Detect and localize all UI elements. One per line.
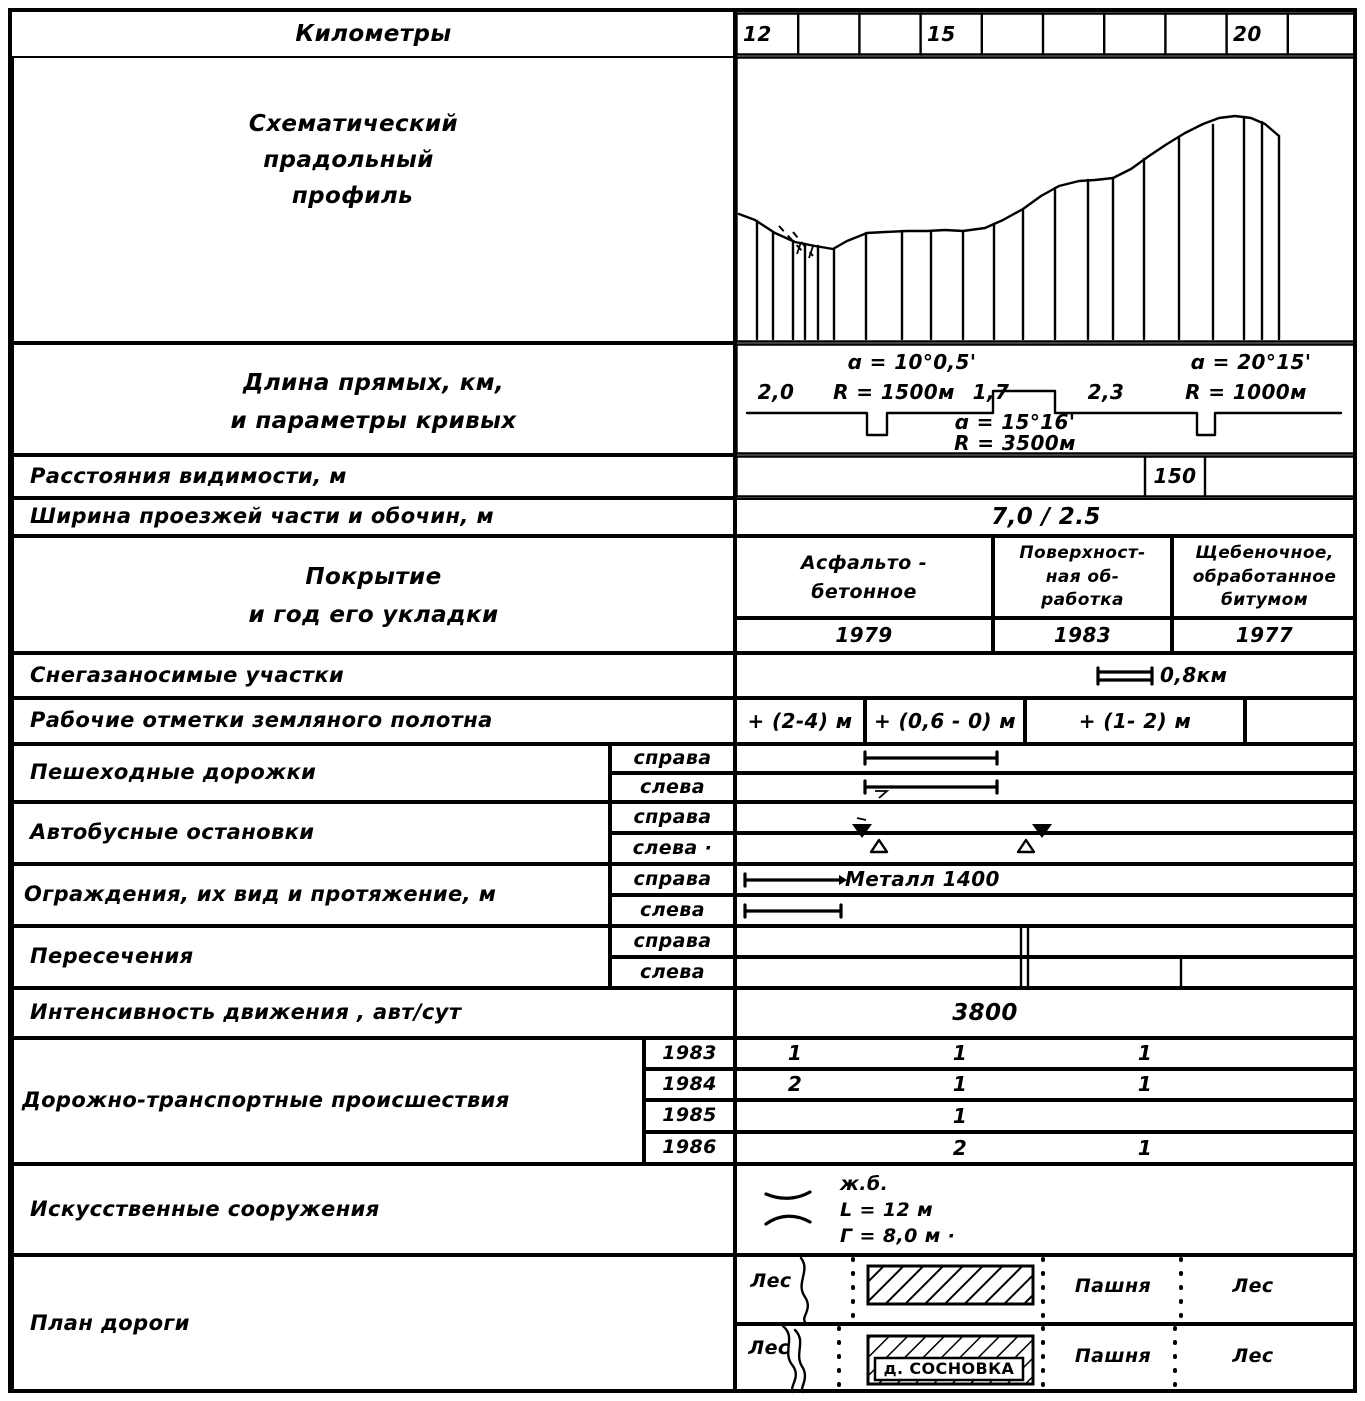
pavement-type-3-l1: Щебеночное, <box>1195 542 1334 563</box>
straights-label-line1: Длина прямых, км, <box>242 370 505 397</box>
pavement-label-line2: и год его укладки <box>248 601 499 628</box>
structure-clearance: Г = 8,0 м · <box>840 1225 956 1248</box>
pavement-year-2: 1983 <box>1053 623 1112 648</box>
accident-value-1986-c2: 2 <box>952 1135 968 1160</box>
busstop-side-right-label: справа <box>633 805 712 828</box>
plan-right-label-0: Лес <box>750 1270 792 1293</box>
bridge-icon <box>760 1178 840 1240</box>
busstop-side-left-label: слева · <box>632 836 713 859</box>
bus-stop-icon-right-1 <box>852 818 872 838</box>
curve-alpha-3: ɑ = 20°15' <box>1190 349 1312 374</box>
busstop-symbols-svg <box>735 802 1357 864</box>
bus-stop-icon-left-2 <box>1018 840 1034 852</box>
crossing-symbols-svg <box>735 926 1357 988</box>
accident-track-1985 <box>735 1100 1357 1132</box>
profile-label-line2: прадольный <box>263 147 434 174</box>
straight-length-3: 2,3 <box>1087 379 1125 404</box>
row-label-accidents: Дорожно-транспортные происшествия <box>22 1088 510 1113</box>
accident-year-1984: 1984 <box>662 1072 717 1095</box>
barrier-segment-left <box>745 905 841 917</box>
earthwork-mark-1: + (2-4) м <box>747 708 853 733</box>
pavement-type-3 <box>1172 539 1357 615</box>
visibility-track <box>735 455 1357 498</box>
plan-right-label-2: Пашня <box>1074 1275 1152 1298</box>
pavement-type-1-l2: бетонное <box>811 580 917 603</box>
structure-length: L = 12 м <box>840 1199 934 1222</box>
barrier-side-right-label: справа <box>633 867 712 890</box>
row-label-barriers: Ограждения, их вид и протяжение, м <box>24 882 497 907</box>
curve-radius-3: R = 1000м <box>1185 379 1307 404</box>
bus-stop-icon-right-2 <box>1032 824 1052 838</box>
curve-alpha-1: ɑ = 10°0,5' <box>847 349 977 374</box>
plan-right-label-3: Лес <box>1232 1275 1274 1298</box>
accident-value-1984-c2: 1 <box>952 1072 968 1097</box>
barrier-right-label: Металл 1400 <box>845 867 1000 892</box>
pavement-type-2-l1: Поверхност- <box>1019 542 1146 563</box>
row-label-busstops: Автобусные остановки <box>30 820 315 845</box>
accident-value-1984-c1: 2 <box>787 1072 803 1097</box>
plan-left-label-2: Пашня <box>1074 1345 1152 1368</box>
snow-drift-length: 0,8км <box>1160 662 1228 687</box>
earthwork-mark-3: + (1- 2) м <box>1078 708 1192 733</box>
row-label-straights <box>12 362 735 442</box>
accident-year-1985: 1985 <box>662 1104 717 1127</box>
longitudinal-profile-chart <box>735 56 1357 343</box>
row-label-sidewalks: Пешеходные дорожки <box>30 760 317 785</box>
accident-value-1983-c3: 1 <box>1137 1041 1153 1066</box>
accident-value-1984-c3: 1 <box>1137 1072 1153 1097</box>
pavement-type-2-l2: ная об- <box>1045 566 1120 587</box>
row-label-plan: План дороги <box>30 1311 190 1336</box>
visibility-svg <box>735 455 1357 498</box>
structure-material: ж.б. <box>840 1173 889 1196</box>
km-tick-15: 15 <box>927 21 956 46</box>
accident-value-1986-c3: 1 <box>1137 1135 1153 1160</box>
row-label-profile <box>12 110 735 240</box>
earthwork-mark-2: + (0,6 - 0) м <box>873 708 1017 733</box>
crossing-side-left-label: слева <box>640 960 705 983</box>
sidewalk-side-left-label: слева <box>640 775 705 798</box>
row-label-snow: Снегазаносимые участки <box>30 662 345 687</box>
earthwork-mark-cell-empty <box>1245 698 1357 744</box>
sidewalk-side-right-label: справа <box>633 746 712 769</box>
km-tick-20: 20 <box>1233 21 1262 46</box>
plan-left-settlement-name: д. СОСНОВКА <box>883 1359 1015 1379</box>
accident-value-1983-c2: 1 <box>952 1041 968 1066</box>
accident-value-1985-c2: 1 <box>952 1103 968 1128</box>
crossing-symbols-overlay <box>735 926 1357 988</box>
sidewalk-segments-overlay <box>735 744 1357 802</box>
pavement-label-line1: Покрытие <box>305 564 442 591</box>
row-label-kilometers: Километры <box>295 20 452 47</box>
profile-label-line1: Схематический <box>248 111 459 137</box>
curve-radius-1: R = 1500м <box>833 379 955 404</box>
profile-svg <box>735 56 1357 343</box>
main-column-divider <box>733 10 737 1393</box>
sidewalk-segment-right <box>865 752 997 764</box>
row-label-traffic: Интенсивность движения , авт/сут <box>30 1000 462 1025</box>
row-label-width: Ширина проезжей части и обочин, м <box>30 504 495 529</box>
pavement-type-1-l1: Асфальто - <box>800 552 928 575</box>
straight-length-2: 1,7 <box>972 379 1010 404</box>
pavement-type-1 <box>735 545 993 611</box>
roadway-width-value: 7,0 / 2.5 <box>991 503 1101 530</box>
crossing-side-right-label: справа <box>633 929 712 952</box>
km-tick-12: 12 <box>743 21 772 46</box>
pavement-type-3-l2: обработанное <box>1192 566 1337 587</box>
curve-alpha-2: ɑ = 15°16' <box>954 409 1076 434</box>
straights-curves-diagram <box>735 343 1357 455</box>
crossing-icon-double <box>1021 928 1028 986</box>
visibility-value-150: 150 <box>1153 463 1197 488</box>
straight-length-1: 2,0 <box>757 379 795 404</box>
sidewalk-segment-left <box>865 781 997 798</box>
row-label-structures: Искусственные сооружения <box>30 1196 380 1221</box>
plan-left-label-0: Лес <box>748 1337 790 1360</box>
accident-value-1983-c1: 1 <box>787 1041 803 1066</box>
bridge-symbol <box>760 1178 840 1240</box>
pavement-year-1: 1979 <box>835 623 893 648</box>
pavement-type-3-l3: битумом <box>1221 590 1308 611</box>
traffic-intensity-value: 3800 <box>952 999 1018 1026</box>
accident-year-1986: 1986 <box>662 1136 717 1159</box>
bus-stop-icon-left-1 <box>871 840 887 852</box>
straights-label-line2: и параметры кривых <box>230 407 517 434</box>
row-label-crossings: Пересечения <box>30 944 194 969</box>
profile-label-line3: профиль <box>291 183 414 210</box>
row-label-pavement <box>12 556 735 636</box>
barrier-side-left-label: слева <box>640 898 705 921</box>
km-scale <box>735 12 1357 56</box>
accident-track-1986 <box>735 1132 1357 1164</box>
pavement-year-3: 1977 <box>1235 623 1294 648</box>
row-label-marks: Рабочие отметки земляного полотна <box>30 708 493 733</box>
curve-radius-2: R = 3500м <box>954 430 1076 455</box>
busstop-symbols-overlay <box>735 802 1357 864</box>
pavement-type-2-l3: работка <box>1041 590 1124 611</box>
pavement-type-2 <box>993 539 1172 615</box>
plan-left-label-3: Лес <box>1232 1345 1274 1368</box>
sidewalk-segments-svg <box>735 744 1357 802</box>
row-label-visibility: Расстояния видимости, м <box>30 463 347 488</box>
accident-year-1983: 1983 <box>662 1041 717 1064</box>
barrier-segment-right <box>745 874 847 886</box>
